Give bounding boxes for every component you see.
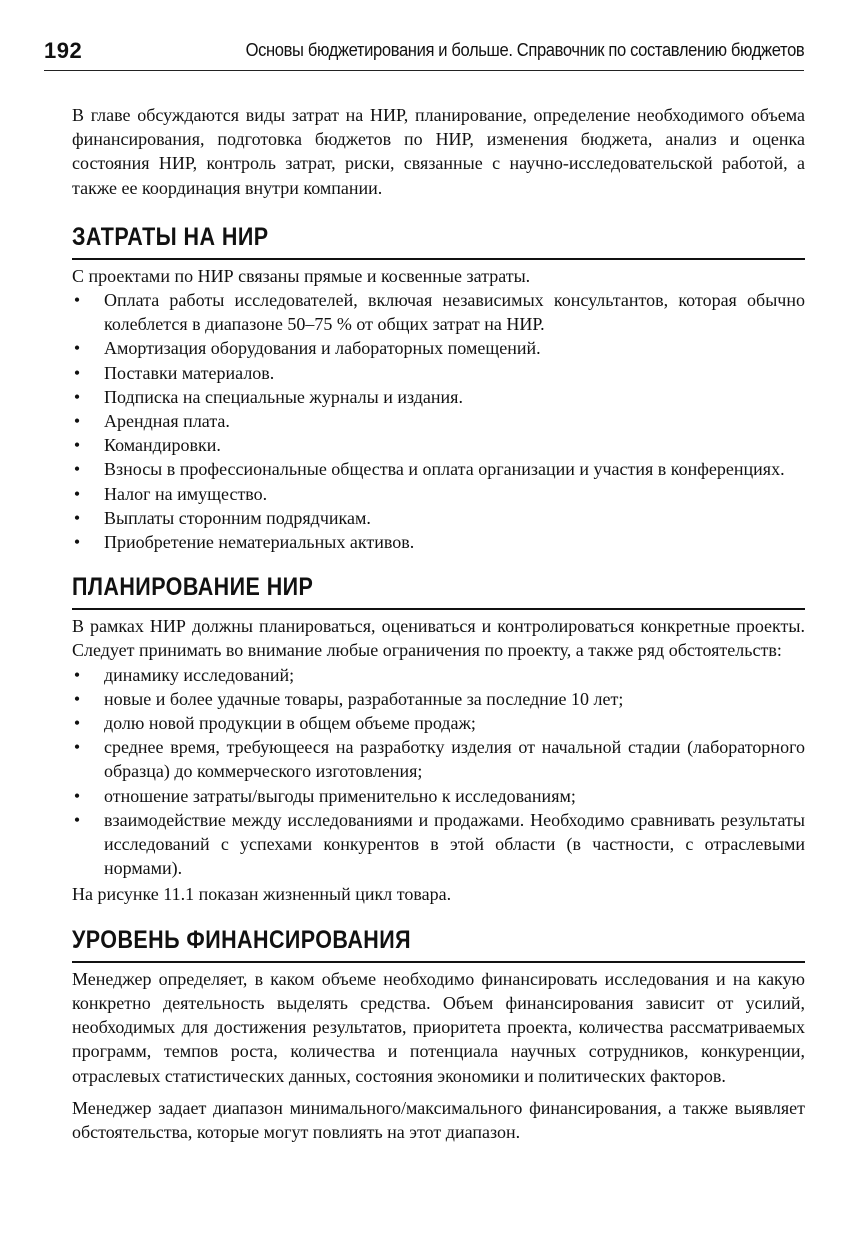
list-item-text: Арендная плата.	[104, 411, 230, 432]
bullet-list	[72, 663, 805, 881]
bullet-icon: •	[73, 338, 81, 359]
list-item	[72, 784, 805, 808]
bullet-icon: •	[73, 688, 81, 709]
bullet-icon: •	[73, 507, 81, 528]
list-item-text: Амортизация оборудования и лабораторных помещений.	[104, 338, 541, 359]
list-item	[72, 735, 805, 783]
section-lead: С проектами по НИР связаны прямые и косвенные затраты.	[72, 265, 531, 286]
bullet-icon: •	[73, 459, 81, 480]
section-heading-text: ЗАТРАТЫ НА НИР	[72, 222, 269, 251]
section-heading	[72, 925, 805, 963]
list-item-text: Взносы в профессиональные общества и оплата организации и участия в конференциях.	[104, 459, 785, 480]
bullet-icon: •	[73, 411, 81, 432]
list-item	[72, 361, 805, 385]
list-item-text: Приобретение нематериальных активов.	[104, 532, 415, 553]
page-number: 192	[44, 38, 83, 63]
list-item-text: Выплаты сторонним подрядчикам.	[104, 507, 371, 528]
section-costs	[72, 222, 805, 554]
list-item-text: взаимодействие между исследованиями и продажами. Необходимо сравнивать результаты исследований с успехами конкурентов в этой области (в частности, с отраслевыми нормами).	[104, 809, 805, 879]
section-planning	[72, 572, 805, 906]
bullet-icon: •	[73, 713, 81, 734]
list-item-text: Оплата работы исследователей, включая независимых консультантов, которая обычно колеблется в диапазоне 50–75 % от общих затрат на НИР.	[104, 290, 805, 335]
section-heading-text: УРОВЕНЬ ФИНАНСИРОВАНИЯ	[72, 925, 412, 954]
list-item	[72, 530, 805, 554]
list-item	[72, 336, 805, 360]
page-body	[72, 103, 805, 1162]
section-heading-text: ПЛАНИРОВАНИЕ НИР	[72, 573, 314, 602]
list-item	[72, 482, 805, 506]
list-item-text: Подписка на специальные журналы и издания.	[104, 386, 463, 407]
list-item-text: динамику исследований;	[104, 664, 295, 685]
list-item	[72, 663, 805, 687]
list-item	[72, 808, 805, 881]
bullet-icon: •	[73, 290, 81, 311]
list-item-text: среднее время, требующееся на разработку изделия от начальной стадии (лабораторного образца) до коммерческого изготовления;	[104, 737, 805, 782]
section-funding	[72, 925, 805, 1144]
header-rule	[44, 70, 804, 71]
bullet-icon: •	[73, 435, 81, 456]
bullet-icon: •	[73, 386, 81, 407]
list-item	[72, 385, 805, 409]
bullet-icon: •	[73, 664, 81, 685]
list-item	[72, 433, 805, 457]
bullet-icon: •	[73, 532, 81, 553]
bullet-icon: •	[73, 362, 81, 383]
section-lead: В рамках НИР должны планироваться, оцениваться и контролироваться конкретные проекты. Следует принимать во внимание любые ограничения по проекту, а также ряд обстоятельств:	[72, 616, 805, 661]
bullet-icon: •	[73, 483, 81, 504]
list-item	[72, 711, 805, 735]
bullet-list	[72, 288, 805, 554]
list-item	[72, 288, 805, 336]
list-item-text: отношение затраты/выгоды применительно к исследованиям;	[104, 785, 576, 806]
bullet-icon: •	[73, 809, 81, 830]
paragraph: Менеджер определяет, в каком объеме необходимо финансировать исследования и на какую конкретно деятельность выделять средства. Объем финансирования зависит от усилий, необходимых для достижения результатов, приоритета проекта, количества рассматриваемых программ, темпов роста, количества и потенциала научных сотрудников, конкуренции, отраслевых статистических данных, состояния экономики и политических факторов.	[72, 968, 805, 1086]
list-item-text: Командировки.	[104, 435, 221, 456]
running-title: Основы бюджетирования и больше. Справочник по составлению бюджетов	[245, 40, 804, 60]
list-item-text: Налог на имущество.	[104, 483, 268, 504]
bullet-icon: •	[73, 737, 81, 758]
intro-paragraph: В главе обсуждаются виды затрат на НИР, планирование, определение необходимого объема финансирования, подготовка бюджетов по НИР, изменения бюджета, анализ и оценка состояния НИР, контроль затрат, риски, связанные с научно-исследовательской работой, а также ее координация внутри компании.	[72, 105, 805, 198]
running-header	[44, 30, 804, 70]
section-heading	[72, 222, 805, 260]
paragraph: Менеджер задает диапазон минимального/максимального финансирования, а также выявляет обстоятельства, которые могут повлиять на этот диапазон.	[72, 1097, 805, 1142]
list-item-text: долю новой продукции в общем объеме продаж;	[104, 713, 476, 734]
list-item	[72, 409, 805, 433]
list-item	[72, 687, 805, 711]
section-heading	[72, 572, 805, 610]
figure-reference: На рисунке 11.1 показан жизненный цикл товара.	[72, 884, 452, 905]
list-item-text: новые и более удачные товары, разработанные за последние 10 лет;	[104, 688, 624, 709]
list-item	[72, 506, 805, 530]
list-item-text: Поставки материалов.	[104, 362, 275, 383]
bullet-icon: •	[73, 785, 81, 806]
list-item	[72, 457, 805, 481]
